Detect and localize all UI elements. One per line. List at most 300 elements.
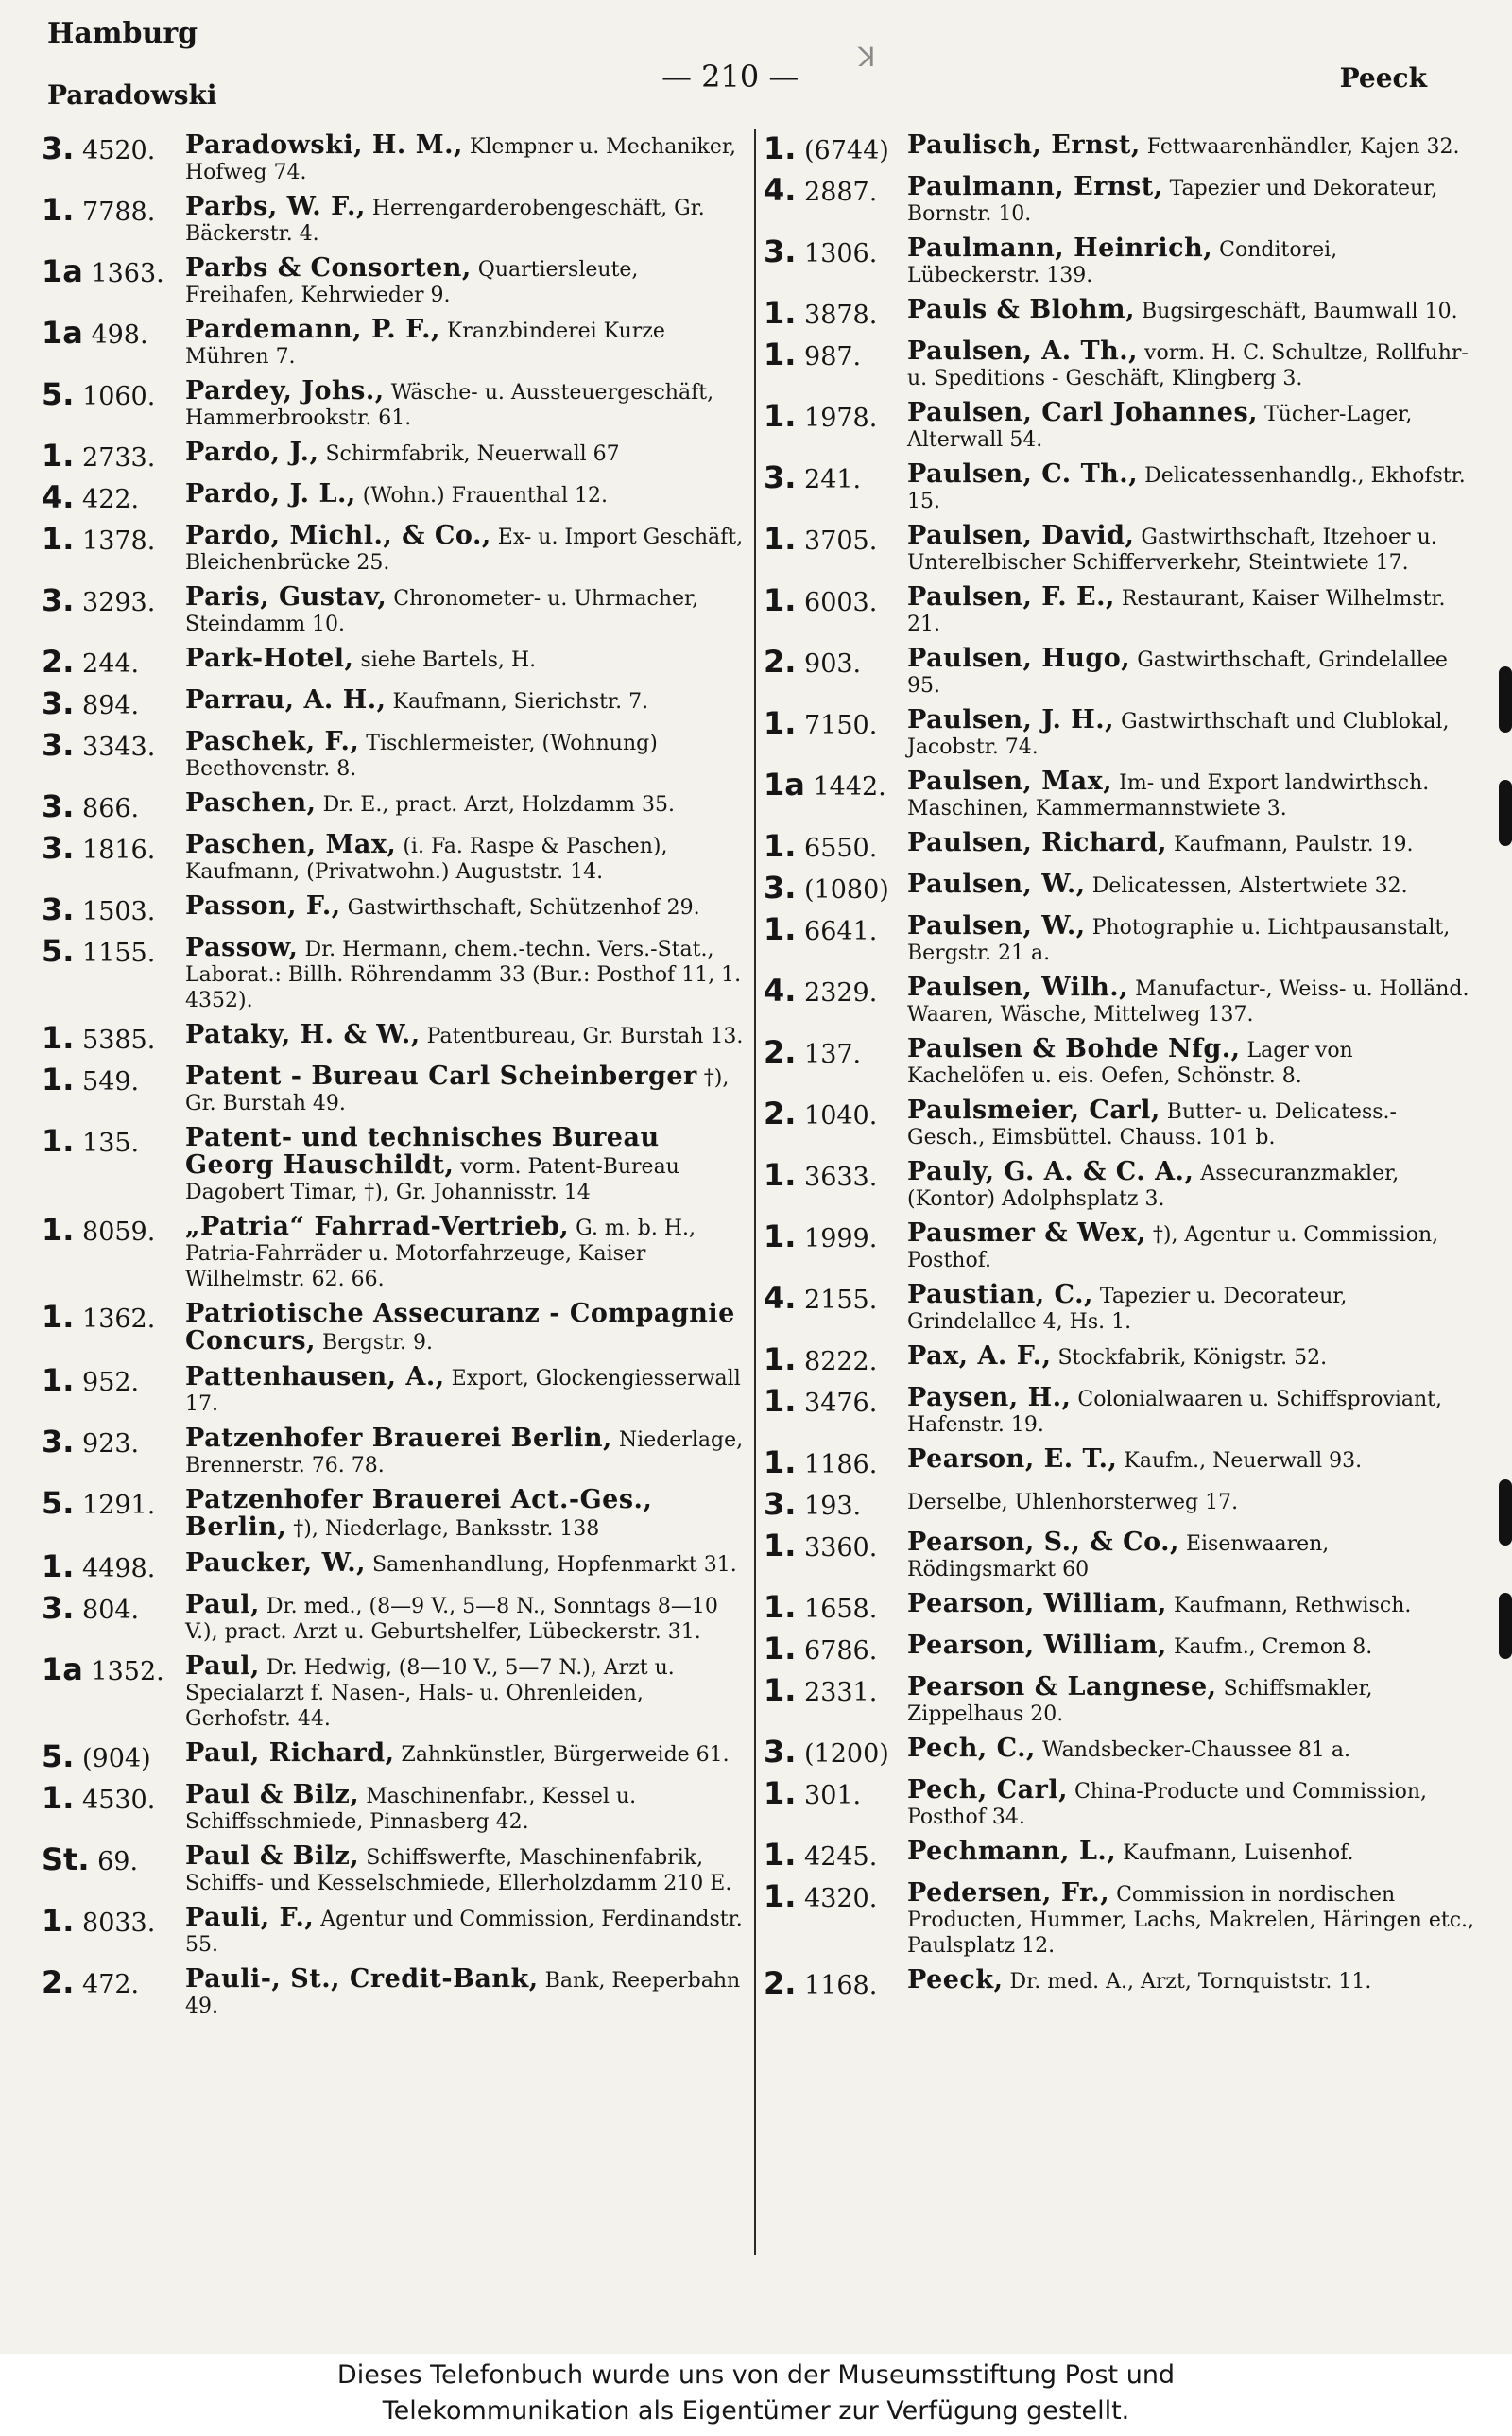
subscriber-name: Pardemann, P. F., [185,315,440,344]
exchange-code: 3. [42,1590,75,1626]
exchange-code: 5. [42,1738,75,1774]
subscriber-details: Restaurant, Kaiser Wilhelmstr. 21. [907,587,1446,636]
entry-text [185,481,746,509]
line-number: 1978. [804,404,878,433]
line-number: 1306. [804,239,878,268]
entry-text [907,584,1474,637]
entry-text [907,1529,1474,1582]
first-entry-heading: Paradowski [47,79,217,111]
entry-text [185,1740,746,1768]
directory-entry [42,1550,746,1583]
subscriber-name: Paulsen, C. Th., [907,459,1139,489]
subscriber-details: Eisenwaaren, Rödingsmarkt 60 [907,1532,1330,1581]
entry-text [185,1063,746,1116]
subscriber-name: Paulsmeier, Carl, [907,1096,1160,1125]
exchange-code: 1. [764,337,797,372]
exchange-code: 1. [42,1299,75,1335]
subscriber-name: Pearson, William, [907,1631,1167,1660]
exchange-code: 3. [764,459,797,495]
exchange-code: 3. [764,233,797,269]
phone-number [42,1966,185,1999]
exchange-code: 1. [764,521,797,557]
exchange-code: 1. [42,1123,75,1159]
subscriber-name: Paul & Bilz, [185,1841,360,1871]
exchange-code: 1. [764,911,797,947]
exchange-code: 1. [764,295,797,331]
subscriber-name: Patent- und technisches Bureau Georg Hauschildt, [185,1123,660,1180]
directory-entry [42,1425,746,1478]
phone-number [42,729,185,762]
subscriber-details: Wandsbecker-Chaussee 81 a. [1041,1738,1351,1762]
directory-entry [42,194,746,247]
line-number: 8222. [804,1347,878,1376]
subscriber-name: Paulsen, Hugo, [907,644,1131,673]
subscriber-details: Tücher-Lager, Alterwall 54. [907,403,1413,452]
entry-text [907,1385,1474,1438]
phone-number [42,255,185,288]
phone-number [764,400,907,433]
exchange-code: 1a [764,767,805,803]
phone-number [764,1385,907,1418]
phone-number [42,440,185,473]
phone-number [42,1653,185,1686]
entry-text [185,1364,746,1417]
exchange-code: 3. [42,582,75,618]
phone-number [764,1343,907,1376]
phone-number [764,707,907,740]
directory-entry [764,1674,1474,1727]
subscriber-details: Kaufmann, Paulstr. 19. [1174,833,1414,856]
directory-entry [764,584,1474,637]
footer-line-2: Telekommunikation als Eigentümer zur Verfügung gestellt. [382,2396,1130,2426]
subscriber-name: Paschen, [185,788,317,818]
entry-text [907,646,1474,699]
subscriber-name: Pardey, Johs., [185,376,385,406]
directory-entry [764,872,1474,905]
subscriber-name: Paulsen & Bohde Nfg., [907,1034,1241,1063]
line-number: 472. [82,1970,140,1999]
directory-entry [764,1591,1474,1624]
exchange-code: 3. [764,1734,797,1770]
phone-number [42,1425,185,1459]
line-number: 804. [82,1596,140,1625]
subscriber-name: Pech, C., [907,1734,1036,1763]
subscriber-details: Kaufm., Cremon 8. [1173,1635,1373,1659]
subscriber-details: †), Agentur u. Commission, Posthof. [907,1223,1439,1272]
footer-notice [0,2354,1512,2436]
phone-number [42,1022,185,1055]
directory-entry [42,317,746,370]
line-number: 1362. [82,1304,156,1334]
line-number: 7150. [804,711,878,740]
directory-entry [764,1967,1474,2000]
entry-text [185,378,746,431]
directory-entry [42,132,746,185]
subscriber-details: Colonialwaaren u. Schiffsproviant, Hafenstr. 19. [907,1388,1442,1437]
directory-entry [764,235,1474,288]
directory-entry [42,584,746,637]
subscriber-name: Pearson, E. T., [907,1444,1118,1474]
directory-entry [42,1214,746,1292]
entry-text [907,1343,1474,1371]
subscriber-details: vorm. Patent-Bureau Dagobert Timar, †), Gr. Johannisstr. 14 [185,1155,679,1204]
subscriber-details: Dr. E., pract. Arzt, Holzdamm 35. [322,793,675,817]
entry-text [907,1036,1474,1089]
directory-entry [764,707,1474,760]
line-number: 7788. [82,198,156,227]
subscriber-name: Pardo, J. L., [185,479,356,509]
subscriber-name: Pardo, Michl., & Co., [185,521,491,550]
exchange-code: 3. [42,727,75,763]
subscriber-name: Paulsen, J. H., [907,705,1115,734]
subscriber-details: Kranzbinderei Kurze Mühren 7. [185,320,665,369]
column-divider [754,129,756,2255]
directory-entry [42,729,746,782]
subscriber-name: Park-Hotel, [185,644,354,673]
line-number: 4498. [82,1554,156,1583]
directory-entry [764,1446,1474,1479]
line-number: 903. [804,649,862,679]
page-header [0,0,1512,123]
subscriber-name: Paulsen, W., [907,870,1086,899]
entry-text [185,1843,746,1896]
exchange-code: 1. [42,192,75,228]
phone-number [42,132,185,165]
city-heading: Hamburg [47,17,198,50]
line-number: 3705. [804,527,878,556]
subscriber-name: Paustian, C., [907,1280,1093,1309]
subscriber-name: Pardo, J., [185,438,319,467]
directory-entry [764,769,1474,821]
entry-text [185,729,746,782]
subscriber-name: Paschek, F., [185,727,360,756]
directory-entry [42,523,746,576]
exchange-code: 1. [42,1548,75,1584]
exchange-code: 1. [764,132,797,166]
directory-entry [42,935,746,1013]
exchange-code: 1a [42,1651,83,1687]
phone-number [42,1782,185,1815]
line-number: 1363. [91,259,164,288]
exchange-code: 1. [764,705,797,741]
subscriber-name: Pearson & Langnese, [907,1672,1217,1702]
subscriber-details: Dr. med., (8—9 V., 5—8 N., Sonntags 8—10 V.), pract. Arzt u. Geburtshelfer, Lübeckerstr. 31. [185,1595,718,1644]
subscriber-details: Zahnkünstler, Bürgerweide 61. [401,1743,730,1767]
entry-text [907,174,1474,227]
subscriber-name: Patzenhofer Brauerei Act.-Ges., Berlin, [185,1485,653,1542]
entry-text [185,790,746,818]
directory-entry [764,1097,1474,1150]
exchange-code: 3. [42,685,75,721]
exchange-code: 2. [764,1034,797,1070]
entry-text [185,893,746,921]
line-number: 1999. [804,1224,878,1253]
binding-hole-mark [1499,780,1512,846]
directory-entry [764,1220,1474,1273]
directory-entry [42,1740,746,1773]
subscriber-details: Agentur und Commission, Ferdinandstr. 55. [185,1908,743,1957]
exchange-code: 3. [42,891,75,927]
page-number: — 210 — [662,59,799,95]
exchange-code: 1a [42,315,83,351]
line-number: 8033. [82,1909,156,1938]
subscriber-name: Paulmann, Ernst, [907,172,1163,201]
phone-number [764,1736,907,1769]
line-number: (1080) [804,875,889,905]
entry-text [185,1425,746,1478]
left-column [42,132,746,2250]
entry-text [185,440,746,467]
phone-number [764,1159,907,1192]
directory-entry [42,1364,746,1417]
line-number: 6550. [804,834,878,863]
phone-number [764,1529,907,1563]
entry-text [907,872,1474,899]
directory-entry [764,1529,1474,1582]
phone-number [764,1282,907,1315]
entry-text [185,1905,746,1958]
directory-entry [42,1487,746,1542]
entry-text [185,1653,746,1732]
entry-text [907,1446,1474,1474]
phone-number [764,132,907,165]
directory-entry [42,255,746,308]
phone-number [42,1364,185,1397]
subscriber-details: Gastwirthschaft, Grindelallee 95. [907,648,1448,698]
entry-text [907,132,1474,160]
directory-entry [42,1782,746,1835]
phone-number [764,297,907,330]
subscriber-details: Niederlage, Brennerstr. 76. 78. [185,1428,744,1477]
exchange-code: 4. [764,973,797,1009]
line-number: (6744) [804,136,889,165]
exchange-code: 1. [764,1157,797,1193]
subscriber-details: Gastwirthschaft, Schützenhof 29. [347,896,700,920]
subscriber-name: Pech, Carl, [907,1775,1068,1805]
entry-text [907,1633,1474,1660]
entry-text [907,1097,1474,1150]
phone-number [42,1214,185,1247]
exchange-code: 1. [764,1672,797,1708]
line-number: 1186. [804,1450,878,1479]
exchange-code: 2. [764,1096,797,1132]
directory-entry [764,1159,1474,1212]
subscriber-details: †), Gr. Burstah 49. [185,1066,730,1115]
entry-text [907,1282,1474,1335]
subscriber-details: Im- und Export landwirthsch. Maschinen, Kammermannstwiete 3. [907,771,1430,821]
exchange-code: 3. [42,132,75,166]
line-number: 3878. [804,301,878,330]
phone-number [42,1063,185,1097]
exchange-code: 4. [42,479,75,515]
phone-number [42,687,185,720]
entry-text [907,461,1474,514]
subscriber-name: Passow, [185,933,299,962]
entry-text [907,830,1474,857]
subscriber-name: Parbs, W. F., [185,192,366,221]
entry-text [907,1880,1474,1959]
line-number: 1040. [804,1101,878,1131]
phone-number [764,1220,907,1253]
phone-number [764,584,907,617]
exchange-code: 1. [42,1212,75,1248]
subscriber-details: Bank, Reeperbahn 49. [185,1969,741,2018]
subscriber-details: Manufactur-, Weiss- u. Holländ. Waaren, Wäsche, Mittelweg 137. [907,977,1469,1027]
entry-text [907,1488,1474,1515]
subscriber-details: Delicatessenhandlg., Ekhofstr. 15. [907,464,1466,513]
subscriber-name: Paul, [185,1651,260,1681]
phone-number [42,584,185,617]
phone-number [764,338,907,371]
subscriber-name: Paulsen, F. E., [907,582,1115,612]
phone-number [764,1880,907,1913]
subscriber-details: Ex- u. Import Geschäft, Bleichenbrücke 25. [185,526,744,575]
line-number: 1503. [82,897,156,926]
phone-number [764,872,907,905]
directory-entry [764,1880,1474,1959]
directory-entry [42,378,746,431]
phone-number [42,935,185,968]
exchange-code: 1. [42,1780,75,1816]
line-number: 4320. [804,1884,878,1913]
directory-entry [764,297,1474,330]
directory-entry [764,1343,1474,1376]
line-number: 1291. [82,1491,156,1520]
subscriber-details: Chronometer- u. Uhrmacher, Steindamm 10. [185,587,699,636]
exchange-code: 1. [42,438,75,474]
directory-entry [764,1839,1474,1872]
directory-entry [764,1736,1474,1769]
subscriber-details: Dr. Hedwig, (8—10 V., 5—7 N.), Arzt u. Specialarzt f. Nasen-, Hals- u. Ohrenleiden, Gerhofstr. 44. [185,1656,675,1731]
exchange-code: 1. [764,1589,797,1625]
exchange-code: St. [42,1841,90,1877]
subscriber-details: (Wohn.) Frauenthal 12. [362,484,609,508]
line-number: 923. [82,1429,140,1459]
phone-number [42,1301,185,1334]
phone-number [42,790,185,823]
last-entry-heading: Peeck [1339,62,1427,94]
phone-number [764,1674,907,1707]
phone-number [764,1777,907,1810]
directory-entry [42,646,746,679]
phone-number [764,1097,907,1131]
entry-text [185,1550,746,1578]
directory-entry [42,1653,746,1732]
directory-entry [42,1063,746,1116]
subscriber-details: siehe Bartels, H. [360,648,537,672]
directory-entry [764,338,1474,391]
subscriber-name: Paysen, H., [907,1383,1072,1412]
line-number: 135. [82,1129,140,1158]
phone-number [42,1740,185,1773]
line-number: 244. [82,649,140,679]
line-number: 1168. [804,1971,878,2000]
directory-entry [42,790,746,823]
subscriber-name: Paul, [185,1590,260,1619]
directory-entry [764,400,1474,453]
subscriber-name: Patzenhofer Brauerei Berlin, [185,1424,612,1453]
entry-text [907,769,1474,821]
subscriber-details: Wäsche- u. Aussteuergeschäft, Hammerbrookstr. 61. [185,381,714,430]
subscriber-name: „Patria“ Fahrrad-Vertrieb, [185,1212,570,1241]
subscriber-name: Pearson, S., & Co., [907,1528,1179,1557]
directory-entry [764,1777,1474,1830]
exchange-code: 3. [42,788,75,824]
exchange-code: 1. [764,582,797,618]
entry-text [185,1214,746,1292]
subscriber-details: Klempner u. Mechaniker, Hofweg 74. [185,135,736,184]
subscriber-details: Maschinenfabr., Kessel u. Schiffsschmiede, Pinnasberg 42. [185,1785,637,1834]
subscriber-details: Export, Glockengiesserwall 17. [185,1367,741,1416]
subscriber-name: Paradowski, H. M., [185,132,463,160]
subscriber-name: Pausmer & Wex, [907,1218,1146,1248]
phone-number [42,1550,185,1583]
directory-entry [764,1488,1474,1521]
exchange-code: 1. [764,1837,797,1873]
footer-line-1: Dieses Telefonbuch wurde uns von der Museumsstiftung Post und [336,2360,1176,2390]
phone-number [764,174,907,207]
directory-entry [42,1125,746,1205]
phone-number [42,317,185,350]
exchange-code: 2. [764,1965,797,2001]
phone-number [764,646,907,679]
directory-entry [764,1282,1474,1335]
exchange-code: 5. [42,376,75,412]
line-number: 3293. [82,588,156,617]
line-number: 193. [804,1492,862,1521]
exchange-code: 2. [42,644,75,680]
entry-text [907,523,1474,576]
binding-hole-mark [1499,666,1512,733]
directory-entry [42,1843,746,1896]
entry-text [907,297,1474,324]
subscriber-name: Pattenhausen, A., [185,1362,445,1391]
exchange-code: 1. [764,1528,797,1564]
subscriber-details: Gastwirthschaft und Clublokal, Jacobstr. 74. [907,710,1450,759]
subscriber-name: Parbs & Consorten, [185,253,472,283]
exchange-code: 2. [764,644,797,680]
subscriber-details: Dr. Hermann, chem.-techn. Vers.-Stat., Laborat.: Billh. Röhrendamm 33 (Bur.: Posthof 11, 1. 4352). [185,938,742,1012]
entry-text [185,935,746,1013]
line-number: 137. [804,1040,862,1069]
exchange-code: 1. [764,1631,797,1667]
line-number: 987. [804,342,862,371]
directory-entry [42,1905,746,1958]
exchange-code: 1. [764,1383,797,1419]
phone-number [42,378,185,411]
entry-text [907,707,1474,760]
subscriber-details: China-Producte und Commission, Posthof 34. [907,1780,1428,1829]
exchange-code: 3. [42,830,75,866]
entry-text [185,1966,746,2019]
subscriber-details: Samenhandlung, Hopfenmarkt 31. [372,1553,737,1577]
phone-number [42,523,185,556]
subscriber-details: Assecuranzmakler, (Kontor) Adolphsplatz 3. [907,1162,1400,1211]
subscriber-details: Kaufmann, Luisenhof. [1123,1841,1354,1865]
subscriber-name: Parrau, A. H., [185,685,387,715]
subscriber-name: Paulsen, Wilh., [907,973,1129,1002]
directory-entry [42,1301,746,1356]
line-number: 2887. [804,178,878,207]
exchange-code: 4. [764,1280,797,1316]
line-number: 4530. [82,1786,156,1815]
subscriber-details: Kaufmann, Rethwisch. [1173,1594,1412,1617]
entry-text [185,1301,746,1356]
subscriber-details: Patentbureau, Gr. Burstah 13. [426,1025,744,1048]
directory-entry [764,830,1474,863]
entry-text [907,1839,1474,1866]
entry-text [185,1022,746,1049]
